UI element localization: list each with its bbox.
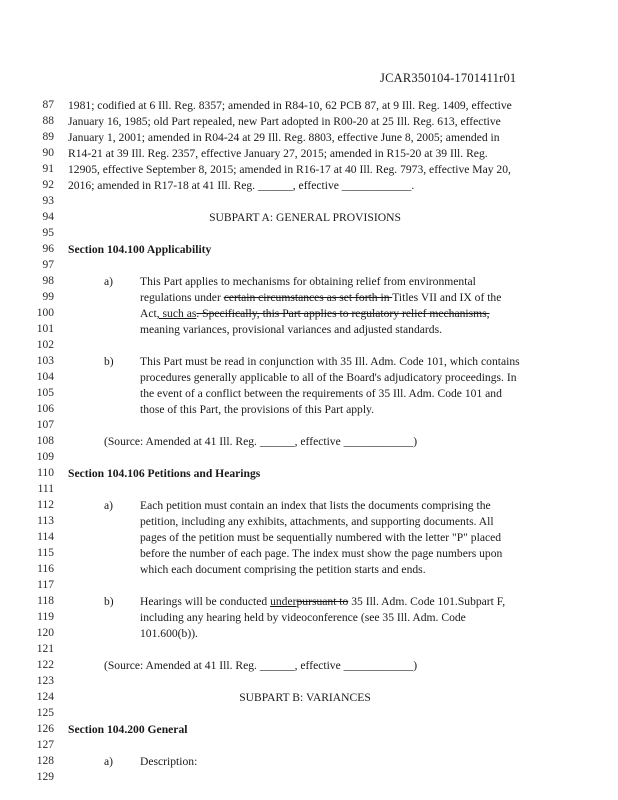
section-200-heading: Section 104.200 General: [68, 723, 188, 736]
sec-100-a-line: [140, 291, 501, 304]
line-number: 123: [36, 675, 54, 687]
line-number: 100: [36, 307, 54, 319]
line-number: 120: [36, 627, 54, 639]
sec-106-a-line: pages of the petition must be sequentially numbered with the letter "P" placed: [140, 531, 502, 544]
inserted-text: , such as: [156, 307, 197, 320]
line-number: 128: [36, 755, 54, 767]
sec-106-b-line: 101.600(b)).: [140, 627, 198, 640]
sec-100-a-line: [140, 307, 490, 320]
sec-200-a-marker: a): [104, 755, 114, 768]
text-run: Hearings will be conducted: [140, 595, 271, 608]
line-number: 115: [37, 547, 54, 559]
line-number: 108: [36, 435, 54, 447]
line-number: 99: [42, 291, 54, 303]
line-number: 122: [36, 659, 54, 671]
line-number: 107: [36, 419, 54, 431]
sec-100-a-line: This Part applies to mechanisms for obtaining relief from environmental: [140, 275, 476, 288]
subpart-b-heading: SUBPART B: VARIANCES: [239, 691, 371, 704]
sec-100-a-marker: a): [104, 275, 114, 288]
line-number: 102: [36, 339, 54, 351]
line-number: 119: [37, 611, 54, 623]
line-number: 98: [42, 275, 54, 287]
sec-100-b-marker: b): [104, 355, 114, 368]
line-number: 87: [42, 99, 54, 111]
line-number: 96: [42, 243, 54, 255]
sec-106-a-line: before the number of each page. The index must show the page numbers upon: [140, 547, 503, 560]
inserted-text: under: [270, 595, 297, 608]
line-number: 101: [36, 323, 54, 335]
line-number: 103: [36, 355, 54, 367]
line-number: 121: [36, 643, 54, 655]
sec-106-a-line: Each petition must contain an index that lists the documents comprising the: [140, 499, 491, 512]
sec-100-b-line: those of this Part, the provisions of this Part apply.: [140, 403, 375, 416]
line-number: 117: [37, 579, 54, 591]
history-line: 2016; amended in R17-18 at 41 Ill. Reg. ______, effective ____________.: [68, 179, 415, 192]
history-line: 12905, effective September 8, 2015; amended in R16-17 at 40 Ill. Reg. 7973, effective May 20,: [68, 163, 511, 176]
sec-106-a-line: which each document comprising the petition starts and ends.: [140, 563, 426, 576]
line-number: 109: [36, 451, 54, 463]
line-number: 110: [37, 467, 54, 479]
sec-106-a-line: petition, including any exhibits, attachments, and supporting documents. All: [140, 515, 494, 528]
line-number: 125: [36, 707, 54, 719]
deleted-text: . Specifically, this Part applies to regulatory relief mechanisms,: [196, 307, 490, 320]
sec-100-b-line: This Part must be read in conjunction with 35 Ill. Adm. Code 101, which contains: [140, 355, 520, 368]
section-100-heading: Section 104.100 Applicability: [68, 243, 212, 256]
line-number: 112: [37, 499, 54, 511]
sec-100-b-line: the event of a conflict between the requirements of 35 Ill. Adm. Code 101 and: [140, 387, 502, 400]
deleted-text: certain circumstances as set forth in: [223, 291, 393, 304]
text-run: Titles VII and IX of the: [392, 291, 502, 304]
sec-106-b-marker: b): [104, 595, 114, 608]
history-line: January 16, 1985; old Part repealed, new Part adopted in R00-20 at 25 Ill. Reg. 613, effective: [68, 115, 501, 128]
line-number: 124: [36, 691, 54, 703]
history-line: January 1, 2001; amended in R04-24 at 29 Ill. Reg. 8803, effective June 8, 2005; amended in: [68, 131, 500, 144]
line-number: 104: [36, 371, 54, 383]
history-line: 1981; codified at 6 Ill. Reg. 8357; amended in R84-10, 62 PCB 87, at 9 Ill. Reg. 1409, effective: [68, 99, 512, 112]
line-number: 105: [36, 387, 54, 399]
line-number: 93: [42, 195, 54, 207]
line-number: 94: [42, 211, 54, 223]
sec-106-source: (Source: Amended at 41 Ill. Reg. ______, effective ____________): [104, 659, 418, 672]
line-number: 91: [42, 163, 54, 175]
line-number: 88: [42, 115, 54, 127]
line-number: 118: [37, 595, 54, 607]
subpart-a-heading: SUBPART A: GENERAL PROVISIONS: [209, 211, 401, 224]
section-106-heading: Section 104.106 Petitions and Hearings: [68, 467, 261, 480]
line-number: 116: [37, 563, 54, 575]
sec-100-a-line: meaning variances, provisional variances and adjusted standards.: [140, 323, 442, 336]
sec-100-source: (Source: Amended at 41 Ill. Reg. ______, effective ____________): [104, 435, 418, 448]
line-number: 126: [36, 723, 54, 735]
line-number: 92: [42, 179, 54, 191]
deleted-text: pursuant to: [296, 595, 349, 608]
line-number: 97: [42, 259, 54, 271]
line-number: 89: [42, 131, 54, 143]
document-id: JCAR350104-1701411r01: [380, 71, 517, 85]
line-number: 95: [42, 227, 54, 239]
sec-200-a-text: Description:: [140, 755, 198, 768]
line-number: 90: [42, 147, 54, 159]
line-number: 114: [37, 531, 54, 543]
sec-106-b-line: [140, 595, 505, 608]
line-number: 129: [36, 771, 54, 783]
text-run: Act: [140, 307, 157, 320]
line-number: 106: [36, 403, 54, 415]
text-run: regulations under: [140, 291, 224, 304]
text-run: 35 Ill. Adm. Code 101.Subpart F,: [348, 595, 506, 608]
line-number: 111: [37, 483, 54, 495]
sec-106-b-line: including any hearing held by videoconference (see 35 Ill. Adm. Code: [140, 611, 466, 624]
history-line: R14-21 at 39 Ill. Reg. 2357, effective January 27, 2015; amended in R15-20 at 39 Ill. Reg.: [68, 147, 488, 160]
sec-100-b-line: procedures generally applicable to all of the Board's adjudicatory proceedings. In: [140, 371, 517, 384]
line-number: 113: [37, 515, 54, 527]
sec-106-a-marker: a): [104, 499, 114, 512]
line-number: 127: [36, 739, 54, 751]
